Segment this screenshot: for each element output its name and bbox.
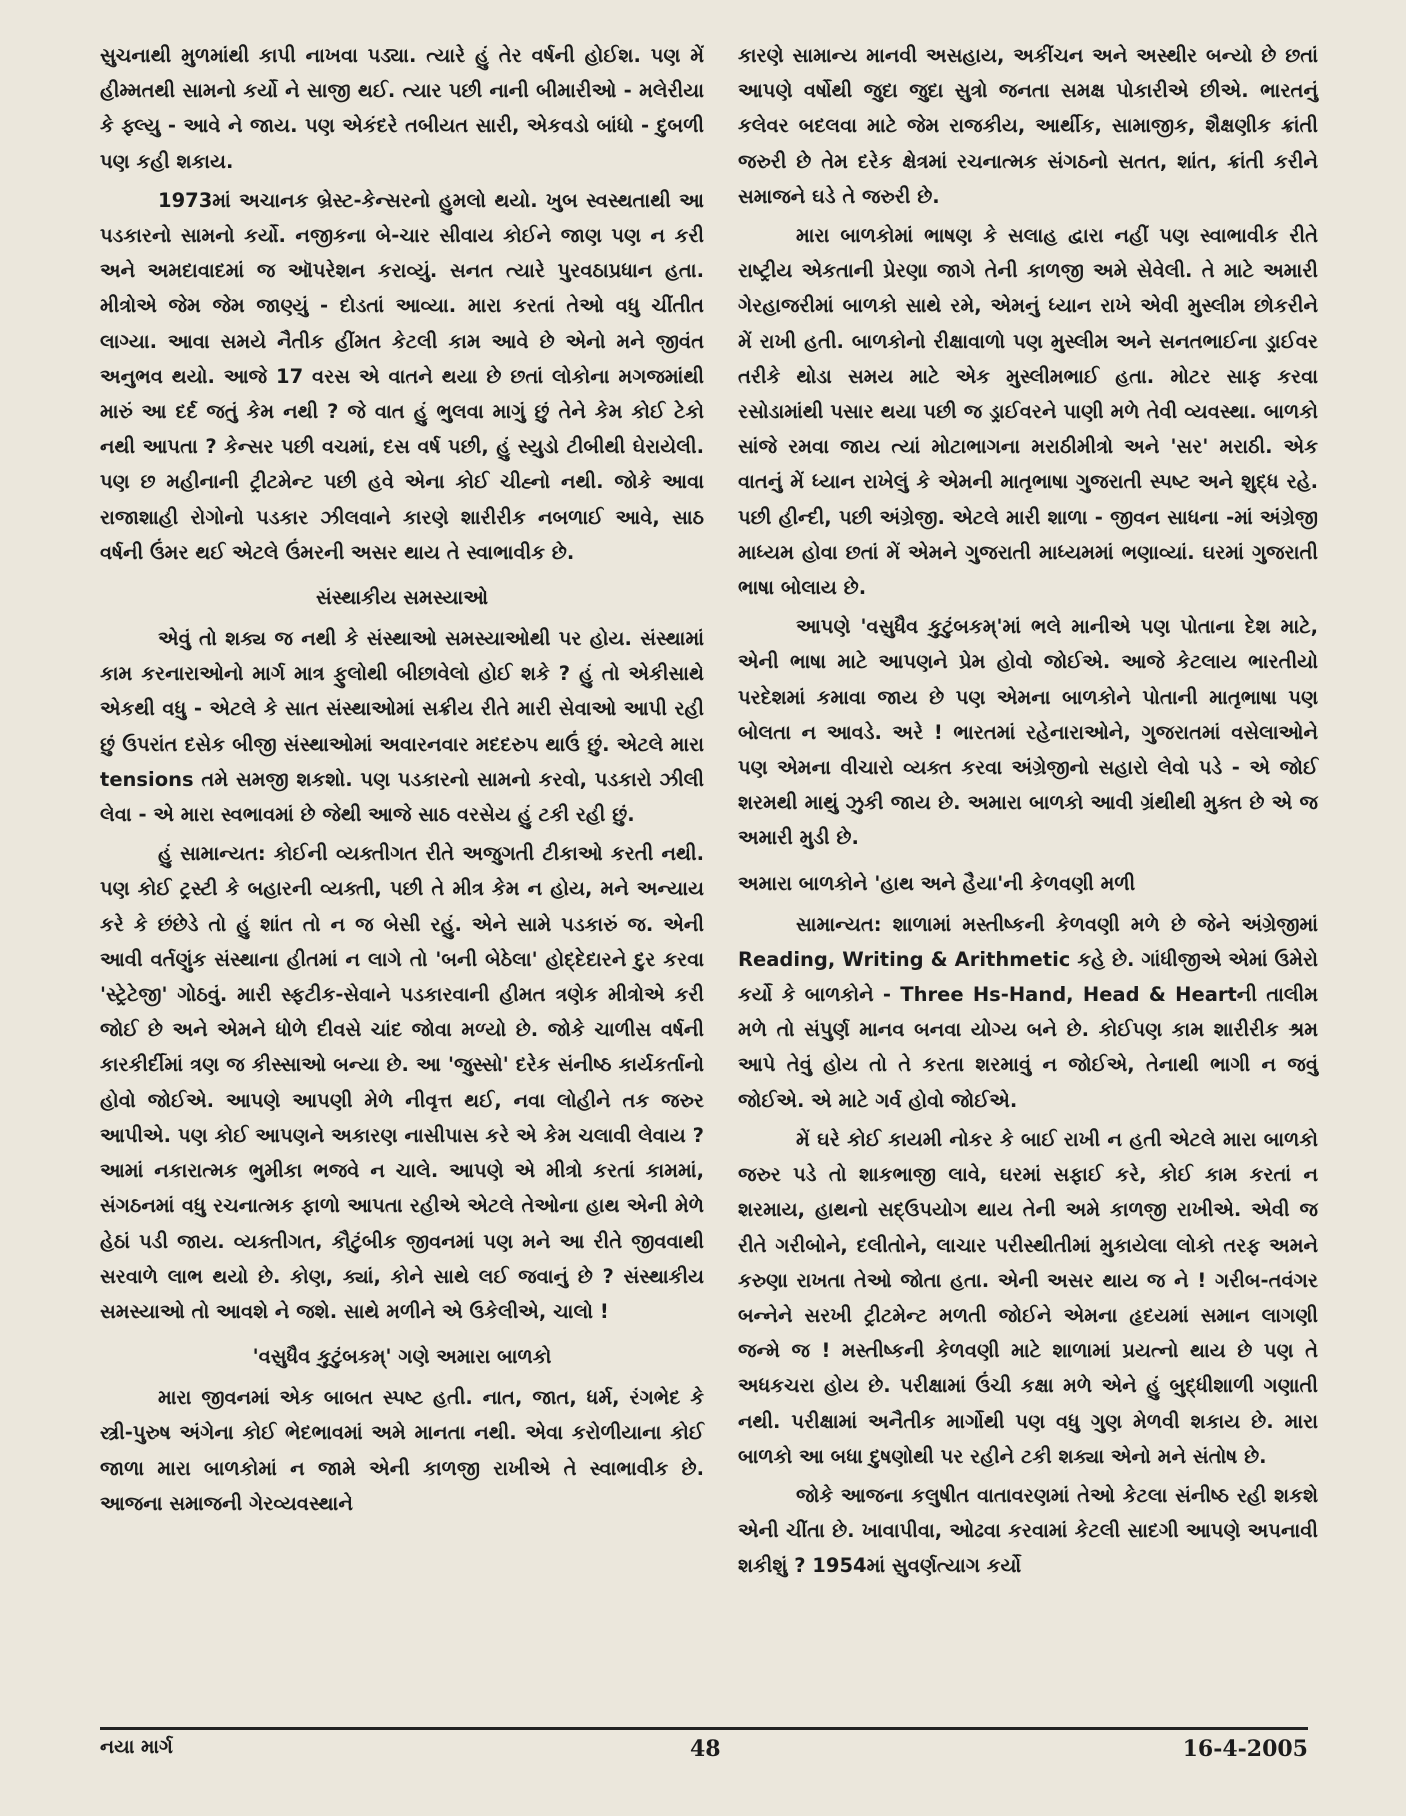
paragraph: સુચનાથી મુળમાંથી કાપી નાખવા પડ્યા. ત્યારે હું તેર વર્ષની હોઈશ. પણ મેં હીમ્મતથી સામનો કર્યો ને સાજી થઈ. ત્યાર પછી નાની બીમારીઓ - મલેરીયા કે ફ્લ્યુ - આવે ને જાય. પણ એકંદરે તબીયત સારી, એકવડો બાંધો - દુબળી પણ કહી શકાય.	[100, 44, 704, 173]
section-heading: અમારા બાળકોને 'હાથ અને હૈયા'ની કેળવણી મળી	[738, 871, 1136, 895]
paragraph: એવું તો શક્ય જ નથી કે સંસ્થાઓ સમસ્યાઓથી પર હોય. સંસ્થામાં કામ કરનારાઓનો માર્ગ માત્ર ફુલોથી બીછાવેલો હોઈ શકે ? હું તો એકીસાથે એકથી વધુ - એટલે કે સાત સંસ્થાઓમાં સક્રીય રીતે મારી સેવાઓ આપી રહી છું ઉપરાંત દસેક બીજી સંસ્થાઓમાં અવારનવાર મદદરુપ થાઉં છું. એટલે મારા tensions તમે સમજી શકશો. પણ પડકારનો સામનો કરવો, પડકારો ઝીલી લેવા - એ મારા સ્વભાવમાં છે જેથી આજે સાઠ વરસેય હું ટકી રહી છું.	[100, 627, 704, 827]
page-number: 48	[690, 1736, 721, 1762]
paragraph: જોકે આજના કલુષીત વાતાવરણમાં તેઓ કેટલા સંનીષ્ઠ રહી શકશે એની ચીંતા છે. ખાવાપીવા, ઓઢવા કરવામાં કેટલી સાદગી આપણે અપનાવી શકીશું ? 1954માં સુવર્ણત્યાગ કર્યો	[738, 1483, 1318, 1578]
right-column	[738, 38, 1318, 1588]
paragraph: 1973માં અચાનક બ્રેસ્ટ-કેન્સરનો હુમલો થયો. ખુબ સ્વસ્થતાથી આ પડકારનો સામનો કર્યો. નજીકના બે-ચાર સીવાય કોઈને જાણ પણ ન કરી અને અમદાવાદમાં જ ઑપરેશન કરાવ્યું. સનત ત્યારે પુરવઠાપ્રધાન હતા. મીત્રોએ જેમ જેમ જાણ્યું - દોડતાં આવ્યા. મારા કરતાં તેઓ વધુ ચીંતીત લાગ્યા. આવા સમયે નૈતીક હીંમત કેટલી કામ આવે છે એનો મને જીવંત અનુભવ થયો. આજે 17 વરસ એ વાતને થયા છે છતાં લોકોના મગજમાંથી મારું આ દર્દ જતું કેમ નથી ? જે વાત હું ભુલવા માગું છું તેને કેમ કોઈ ટેકો નથી આપતા ? કેન્સર પછી વચમાં, દસ વર્ષ પછી, હું સ્યુડો ટીબીથી ઘેરાયેલી. પણ છ મહીનાની ટ્રીટમેન્ટ પછી હવે એના કોઈ ચીહ્નો નથી. જોકે આવા રાજાશાહી રોગોનો પડકાર ઝીલવાને કારણે શારીરીક નબળાઈ આવે, સાઠ વર્ષની ઉંમર થઈ એટલે ઉંમરની અસર થાય તે સ્વાભાવીક છે.	[100, 188, 704, 564]
paragraph: મારા બાળકોમાં ભાષણ કે સલાહ દ્વારા નહીં પણ સ્વાભાવીક રીતે રાષ્ટ્રીય એકતાની પ્રેરણા જાગે તેની કાળજી અમે સેવેલી. તે માટે અમારી ગેરહાજરીમાં બાળકો સાથે રમે, એમનું ધ્યાન રાખે એવી મુસ્લીમ છોકરીને મેં રાખી હતી. બાળકોનો રીક્ષાવાળો પણ મુસ્લીમ અને સનતભાઈના ડ્રાઈવર તરીકે થોડા સમય માટે એક મુસ્લીમભાઈ હતા. મોટર સાફ કરવા રસોડામાંથી પસાર થયા પછી જ ડ્રાઈવરને પાણી મળે તેવી વ્યવસ્થા. બાળકો સાંજે રમવા જાય ત્યાં મોટાભાગના મરાઠીમીત્રો અને 'સર' મરાઠી. એક વાતનું મેં ધ્યાન રાખેલું કે એમની માતૃભાષા ગુજરાતી સ્પષ્ટ અને શુદ્ધ રહે. પછી હીન્દી, પછી અંગ્રેજી. એટલે મારી શાળા - જીવન સાધના -માં અંગ્રેજી માધ્યમ હોવા છતાં મેં એમને ગુજરાતી માધ્યમમાં ભણાવ્યાં. ઘરમાં ગુજરાતી ભાષા બોલાય છે.	[738, 224, 1318, 600]
paragraph: મેં ઘરે કોઈ કાયમી નોકર કે બાઈ રાખી ન હતી એટલે મારા બાળકો જરુર પડે તો શાકભાજી લાવે, ઘરમાં સફાઈ કરે, કોઈ કામ કરતાં ન શરમાય, હાથનો સદ્ઉપયોગ થાય તેની અમે કાળજી રાખીએ. એવી જ રીતે ગરીબોને, દલીતોને, લાચાર પરીસ્થીતીમાં મુકાયેલા લોકો તરફ અમને કરુણા રાખતા તેઓ જોતા હતા. એની અસર થાય જ ને ! ગરીબ-તવંગર બન્નેને સરખી ટ્રીટમેન્ટ મળતી જોઈને એમના હૃદયમાં સમાન લાગણી જન્મે જ ! મસ્તીષ્કની કેળવણી માટે શાળામાં પ્રયત્નો થાય છે પણ તે અધકચરા હોય છે. પરીક્ષામાં ઉંચી કક્ષા મળે એને હું બુદ્ધીશાળી ગણાતી નથી. પરીક્ષામાં અનૈતીક માર્ગોથી પણ વધુ ગુણ મેળવી શકાય છે. મારા બાળકો આ બધા દુષણોથી પર રહીને ટકી શક્યા એનો મને સંતોષ છે.	[738, 1127, 1318, 1468]
left-column	[100, 38, 704, 1525]
paragraph: હું સામાન્યત: કોઈની વ્યક્તીગત રીતે અજુગતી ટીકાઓ કરતી નથી. પણ કોઈ ટ્રસ્ટી કે બહારની વ્યક્તી, પછી તે મીત્ર કેમ ન હોય, મને અન્યાય કરે કે છંછેડે તો હું શાંત તો ન જ બેસી રહું. એને સામે પડકારું જ. એની આવી વર્તણુંક સંસ્થાના હીતમાં ન લાગે તો 'બની બેઠેલા' હોદ્દેદારને દુર કરવા 'સ્ટ્રેટેજી' ગોઠવું. મારી સ્ફટીક-સેવાને પડકારવાની હીમત ત્રણેક મીત્રોએ કરી જોઈ છે અને એમને ધોળે દીવસે ચાંદ જોવા મળ્યો છે. જોકે ચાળીસ વર્ષની કારકીર્દીમાં ત્રણ જ કીસ્સાઓ બન્યા છે. આ 'જુસ્સો' દરેક સંનીષ્ઠ કાર્યકર્તાનો હોવો જોઈએ. આપણે આપણી મેળે નીવૃત્ત થઈ, નવા લોહીને તક જરુર આપીએ. પણ કોઈ આપણને અકારણ નાસીપાસ કરે એ કેમ ચલાવી લેવાય ? આમાં નકારાત્મક ભુમીકા ભજવે ન ચાલે. આપણે એ મીત્રો કરતાં કામમાં, સંગઠનમાં વધુ રચનાત્મક ફાળો આપતા રહીએ એટલે તેઓના હાથ એની મેળે હેઠાં પડી જાય. વ્યક્તીગત, કૌટુંબીક જીવનમાં પણ મને આ રીતે જીવવાથી સરવાળે લાભ થયો છે. કોણ, ક્યાં, કોને સાથે લઈ જવાનું છે ? સંસ્થાકીય સમસ્યાઓ તો આવશે ને જશે. સાથે મળીને એ ઉકેલીએ, ચાલો !	[100, 842, 704, 1323]
paragraph: આપણે 'વસુધૈવ કુટુંબકમ્'માં ભલે માનીએ પણ પોતાના દેશ માટે, એની ભાષા માટે આપણને પ્રેમ હોવો જોઈએ. આજે કેટલાય ભારતીયો પરદેશમાં કમાવા જાય છે પણ એમના બાળકોને પોતાની માતૃભાષા પણ બોલતા ન આવડે. અરે ! ભારતમાં રહેનારાઓને, ગુજરાતમાં વસેલાઓને પણ એમના વીચારો વ્યક્ત કરવા અંગ્રેજીનો સહારો લેવો પડે - એ જોઈ શરમથી માથું ઝુકી જાય છે. અમારા બાળકો આવી ગ્રંથીથી મુક્ત છે એ જ અમારી મુડી છે.	[738, 615, 1318, 850]
footer-divider	[100, 1727, 1308, 1730]
paragraph: મારા જીવનમાં એક બાબત સ્પષ્ટ હતી. નાત, જાત, ધર્મ, રંગભેદ કે સ્ત્રી-પુરુષ અંગેના કોઈ ભેદભાવમાં અમે માનતા નથી. એવા કરોળીયાના કોઈ જાળા મારા બાળકોમાં ન જામે એની કાળજી રાખીએ તે સ્વાભાવીક છે. આજના સમાજની ગેરવ્યવસ્થાને	[100, 1386, 704, 1515]
section-heading: સંસ્થાકીય સમસ્યાઓ	[315, 586, 489, 610]
publication-name: નયા માર્ગ	[100, 1736, 173, 1758]
page-footer	[100, 1736, 1308, 1776]
issue-date: 16-4-2005	[1182, 1736, 1308, 1762]
paragraph: સામાન્યત: શાળામાં મસ્તીષ્કની કેળવણી મળે છે જેને અંગ્રેજીમાં Reading, Writing & Arithmetic કહે છે. ગાંધીજીએ એમાં ઉમેરો કર્યો કે બાળકોને - Three Hs-Hand, Head & Heartની તાલીમ મળે તો સંપુર્ણ માનવ બનવા યોગ્ય બને છે. કોઈપણ કામ શારીરીક શ્રમ આપે તેવું હોય તો તે કરતા શરમાવું ન જોઈએ, તેનાથી ભાગી ન જવું જોઈએ. એ માટે ગર્વ હોવો જોઈએ.	[738, 912, 1318, 1112]
section-heading: 'વસુધૈવ કુટુંબકમ્' ગણે અમારા બાળકો	[252, 1345, 552, 1369]
paragraph: કારણે સામાન્ય માનવી અસહાય, અકીંચન અને અસ્થીર બન્યો છે છતાં આપણે વર્ષોથી જુદા જુદા સુત્રો જનતા સમક્ષ પોકારીએ છીએ. ભારતનું કલેવર બદલવા માટે જેમ રાજકીય, આર્થીક, સામાજીક, શૈક્ષણીક ક્રાંતી જરુરી છે તેમ દરેક ક્ષેત્રમાં રચનાત્મક સંગઠનો સતત, શાંત, ક્રાંતી કરીને સમાજને ઘડે તે જરુરી છે.	[738, 44, 1318, 208]
